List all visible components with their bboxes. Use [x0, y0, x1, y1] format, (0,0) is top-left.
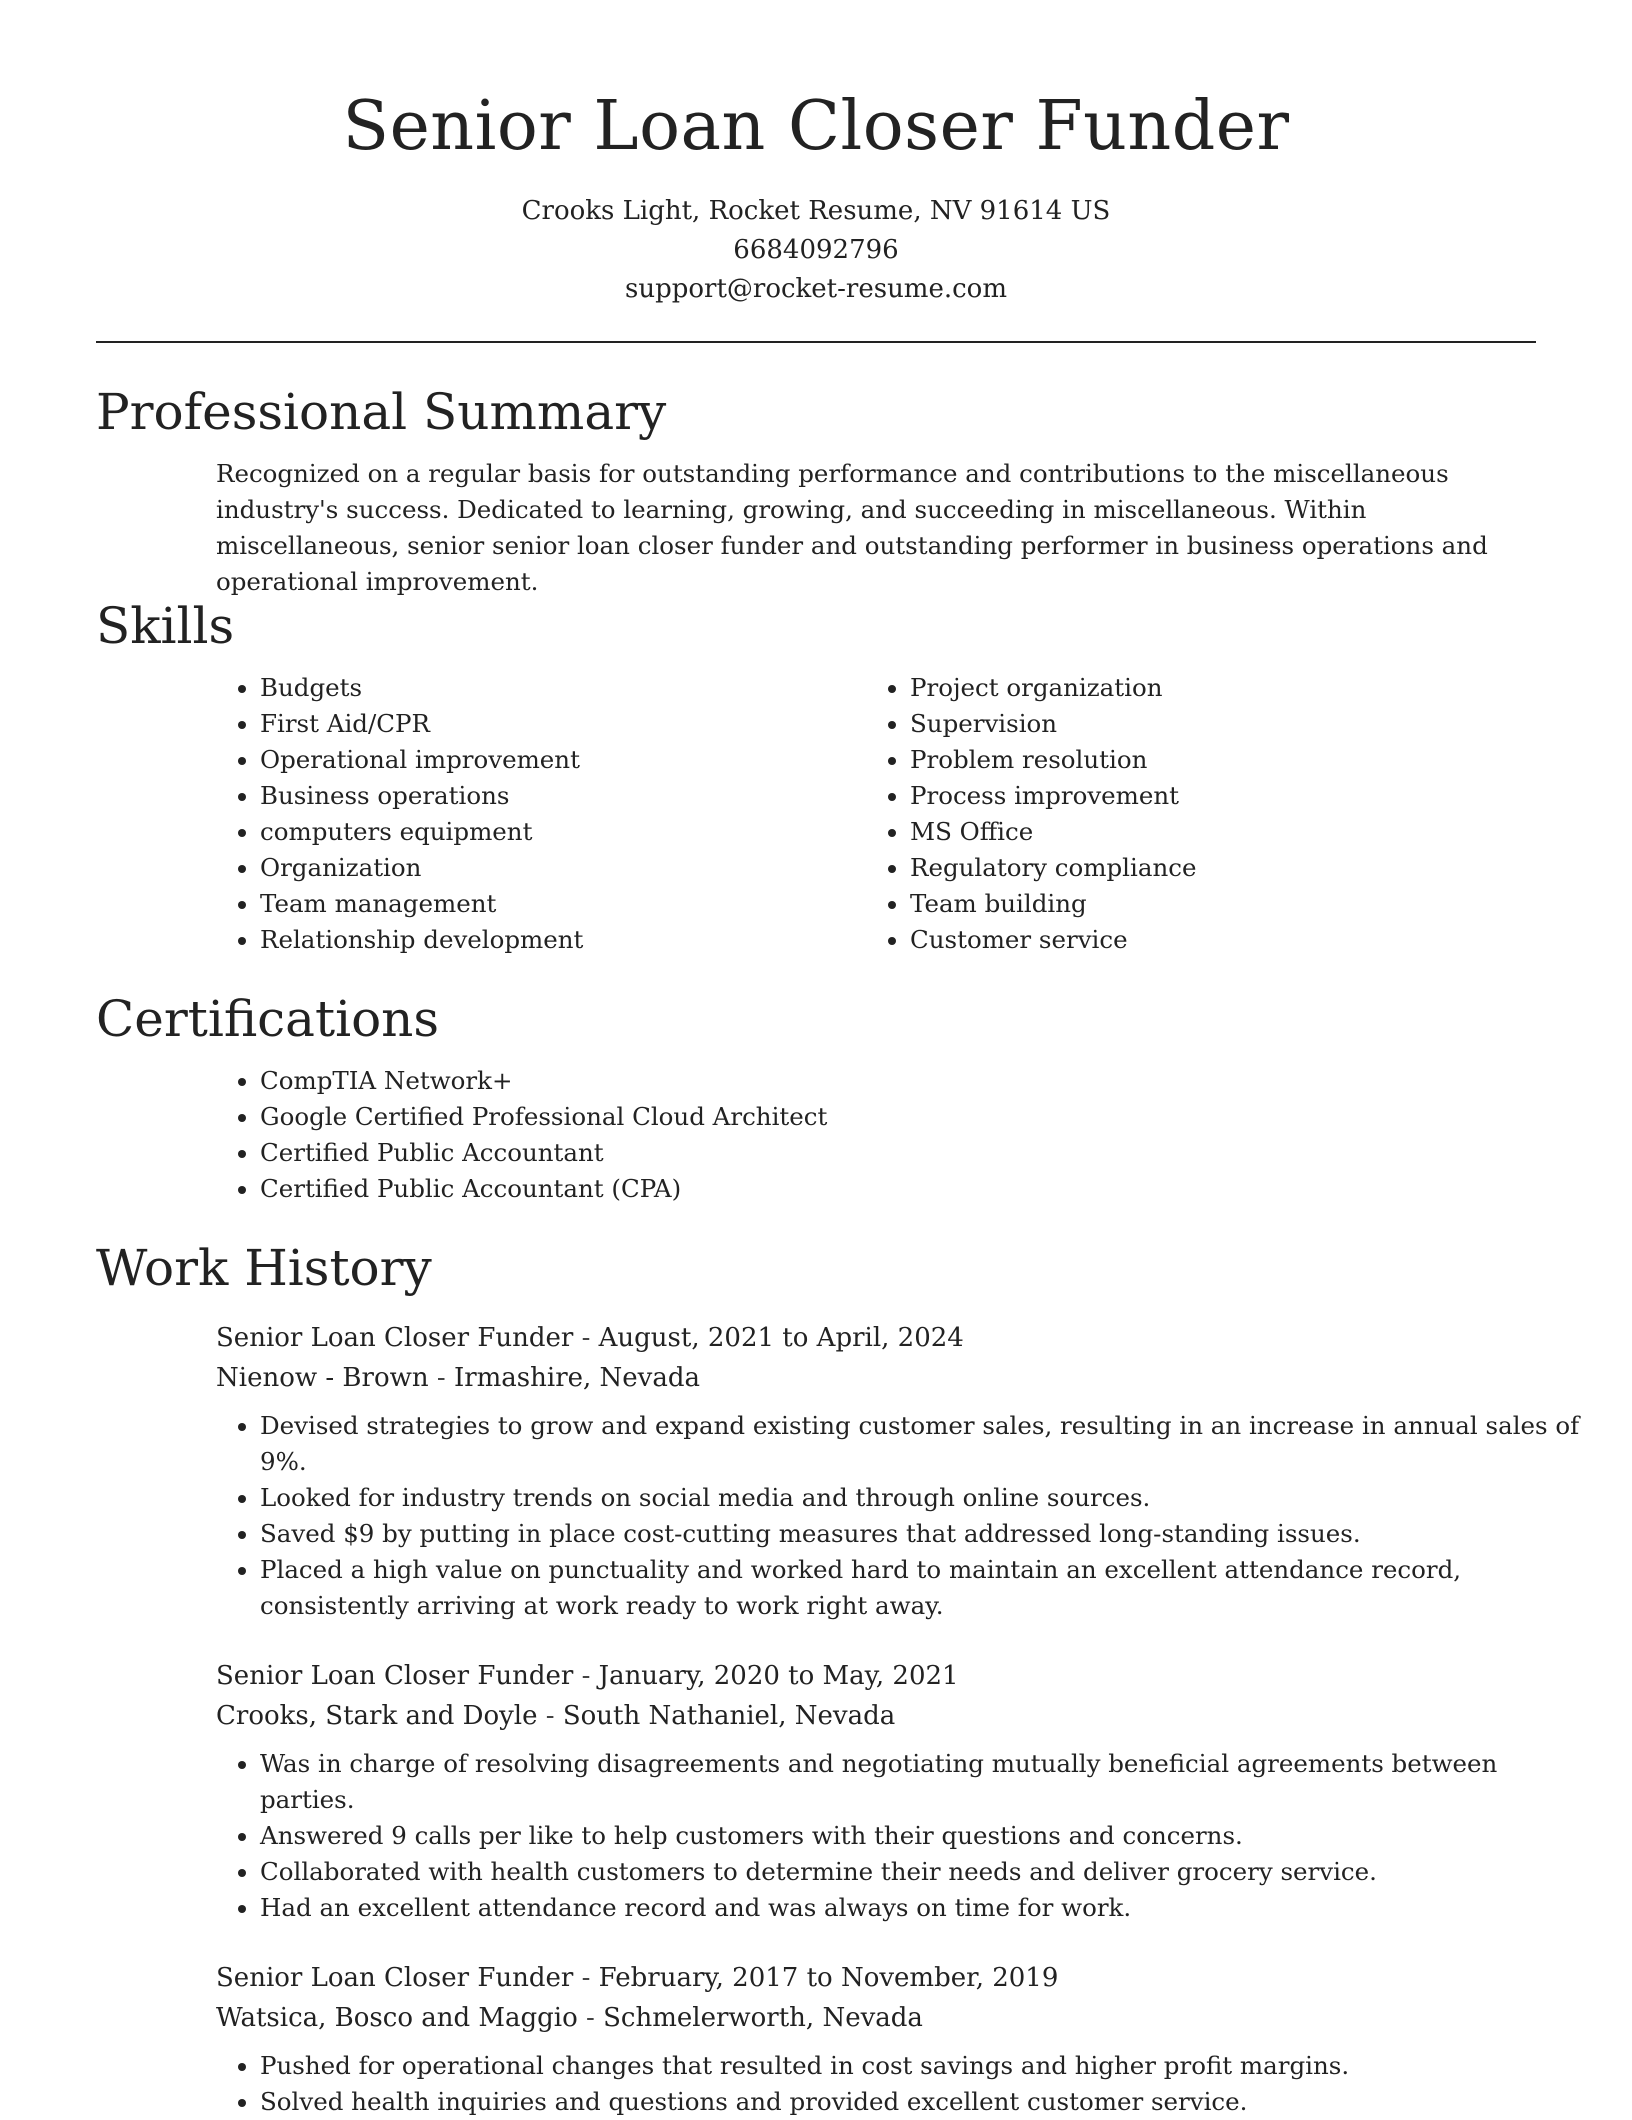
job-company-line [216, 1358, 1536, 1398]
certification-item: • CompTIA Network+ [260, 1063, 1536, 1099]
candidate-name: Senior Loan Closer Funder [342, 87, 1290, 166]
skill-item: • Team building [910, 886, 1516, 922]
job-role: Senior Loan Closer Funder [216, 1963, 574, 1993]
skill-item: • Business operations [260, 778, 866, 814]
skills-list-right [866, 670, 1516, 958]
job-bullet: • Saved $9 by putting in place cost-cutting measures that addressed long-standing issues. [260, 1516, 1580, 1552]
skills-column-right [866, 670, 1516, 958]
job-company-line [216, 1998, 1536, 2038]
job-title-line [216, 1958, 1536, 1998]
job-location: South Nathaniel, Nevada [562, 1701, 896, 1731]
job-entry [216, 1318, 1580, 1624]
skill-item: • Customer service [910, 922, 1516, 958]
job-title-line [216, 1318, 1536, 1358]
skill-item: • MS Office [910, 814, 1516, 850]
job-bullets [216, 1746, 1580, 1926]
separator: - [573, 1323, 599, 1353]
job-entry [216, 1656, 1536, 1926]
job-bullets [216, 2048, 1580, 2120]
header-divider [96, 341, 1536, 343]
job-bullet: • Placed a high value on punctuality and worked hard to maintain an excellent attendance record, consistently arriving at work ready to work right away. [260, 1552, 1580, 1624]
certification-item: • Certified Public Accountant (CPA) [260, 1171, 1536, 1207]
contact-block [0, 192, 1632, 309]
certifications-title: Certifications [96, 990, 440, 1048]
work-history-section [96, 1238, 1580, 2120]
job-title-line [216, 1656, 1536, 1696]
skills-column-left [216, 670, 866, 958]
skill-item: • Organization [260, 850, 866, 886]
certification-item: • Certified Public Accountant [260, 1135, 1536, 1171]
skill-item: • First Aid/CPR [260, 706, 866, 742]
job-bullet: • Had an excellent attendance record and was always on time for work. [260, 1890, 1580, 1926]
job-entry [216, 1958, 1536, 2120]
separator: - [537, 1701, 563, 1731]
job-bullet: • Solved health inquiries and questions and provided excellent customer service. [260, 2084, 1580, 2120]
job-company-line [216, 1696, 1536, 1736]
skill-item: • Regulatory compliance [910, 850, 1516, 886]
summary-text: Recognized on a regular basis for outstanding performance and contributions to the miscellaneous industry's success. Dedicated to learning, growing, and succeeding in miscellaneous. Within miscellaneous, senior senior loan closer funder and outstanding performer in business operations and operational improvement. [216, 459, 1488, 596]
skills-section [96, 596, 1536, 958]
resume-header [0, 0, 1632, 309]
certifications-section [96, 989, 1536, 1207]
email: support@rocket-resume.com [624, 274, 1007, 304]
separator: - [573, 1661, 599, 1691]
job-dates: February, 2017 to November, 2019 [598, 1963, 1059, 1993]
separator: - [577, 2003, 604, 2033]
job-bullet: • Devised strategies to grow and expand existing customer sales, resulting in an increase in annual sales of 9%. [260, 1408, 1580, 1480]
work-history-title: Work History [96, 1239, 432, 1297]
skill-item: • Operational improvement [260, 742, 866, 778]
job-bullet: • Collaborated with health customers to determine their needs and deliver grocery service. [260, 1854, 1580, 1890]
separator: - [428, 1363, 454, 1393]
job-dates: August, 2021 to April, 2024 [598, 1323, 964, 1353]
job-bullet: • Answered 9 calls per like to help customers with their questions and concerns. [260, 1818, 1580, 1854]
skill-item: • Problem resolution [910, 742, 1516, 778]
address: Crooks Light, Rocket Resume, NV 91614 US [521, 196, 1111, 226]
job-bullets [216, 1408, 1580, 1624]
summary-title: Professional Summary [96, 383, 667, 441]
job-role: Senior Loan Closer Funder [216, 1323, 574, 1353]
job-location: Schmelerworth, Nevada [603, 2003, 923, 2033]
skills-title: Skills [96, 597, 235, 655]
job-company: Watsica, Bosco and Maggio [216, 2003, 578, 2033]
skill-item: • computers equipment [260, 814, 866, 850]
skill-item: • Supervision [910, 706, 1516, 742]
skill-item: • Process improvement [910, 778, 1516, 814]
skills-list-left [216, 670, 866, 958]
skill-item: • Project organization [910, 670, 1516, 706]
job-bullet: • Looked for industry trends on social media and through online sources. [260, 1480, 1580, 1516]
job-company: Nienow - Brown [216, 1363, 429, 1393]
job-bullet: • Was in charge of resolving disagreements and negotiating mutually beneficial agreements between parties. [260, 1746, 1580, 1818]
skill-item: • Team management [260, 886, 866, 922]
skill-item: • Relationship development [260, 922, 866, 958]
job-location: Irmashire, Nevada [453, 1363, 701, 1393]
job-bullet: • Pushed for operational changes that resulted in cost savings and higher profit margins. [260, 2048, 1580, 2084]
job-dates: January, 2020 to May, 2021 [598, 1661, 959, 1691]
certifications-list [216, 1063, 1536, 1207]
job-role: Senior Loan Closer Funder [216, 1661, 574, 1691]
phone: 6684092796 [733, 235, 899, 265]
job-company: Crooks, Stark and Doyle [216, 1701, 538, 1731]
skill-item: • Budgets [260, 670, 866, 706]
certification-item: • Google Certified Professional Cloud Architect [260, 1099, 1536, 1135]
separator: - [573, 1963, 599, 1993]
summary-section [96, 382, 1536, 600]
skills-columns [216, 670, 1536, 958]
